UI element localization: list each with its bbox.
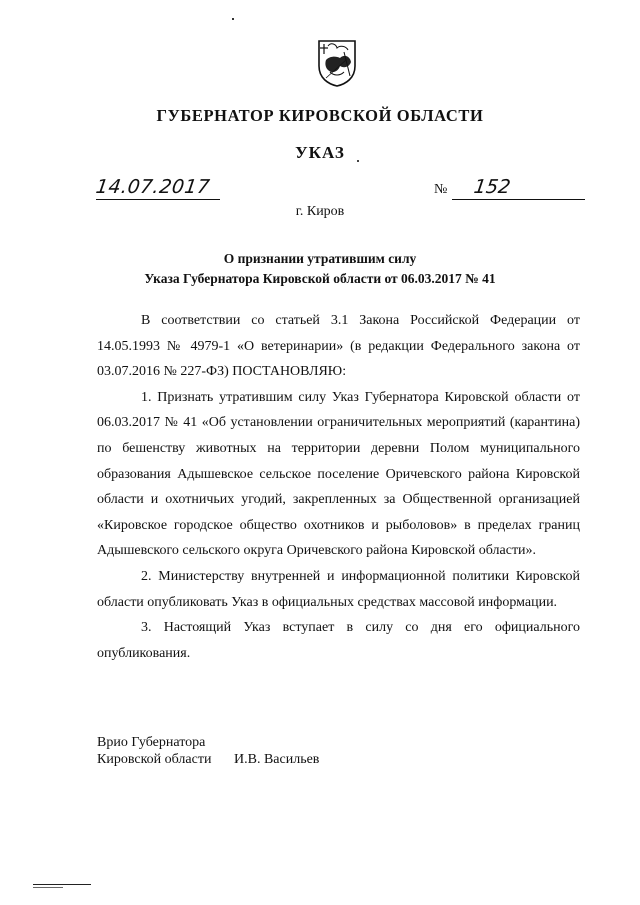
scan-mark bbox=[232, 18, 234, 20]
subject-line-2: Указа Губернатора Кировской области от 06.03.2017 № 41 bbox=[144, 271, 496, 286]
number-label: № bbox=[434, 182, 448, 197]
item-3-paragraph: 3. Настоящий Указ вступает в силу со дня его официального опубликования. bbox=[97, 620, 580, 661]
signatory-position bbox=[97, 734, 211, 768]
signatory-name: И.В. Васильев bbox=[234, 752, 320, 767]
subject-heading bbox=[0, 249, 640, 289]
city: г. Киров bbox=[295, 204, 345, 219]
preamble-paragraph: В соответствии со статьей 3.1 Закона Российской Федерации от 14.05.1993 № 4979-1 «О ветеринарии» (в редакции Федерального закона от 03.07.2016 № 227-ФЗ) ПОСТАНОВЛЯЮ: bbox=[97, 313, 580, 380]
decree-body bbox=[97, 308, 580, 666]
date-underline bbox=[96, 199, 220, 200]
position-line-2: Кировской области bbox=[97, 752, 212, 767]
handwritten-number: 152 bbox=[472, 176, 512, 198]
item-2-paragraph: 2. Министерству внутренней и информационной политики Кировской области опубликовать Указ в официальных средствах массовой информации. bbox=[97, 568, 580, 610]
subject-line-1: О признании утратившим силу bbox=[223, 251, 417, 266]
issuer-title: ГУБЕРНАТОР КИРОВСКОЙ ОБЛАСТИ bbox=[156, 106, 484, 125]
item-1-paragraph: 1. Признать утратившим силу Указ Губернатора Кировской области от 06.03.2017 № 41 «Об установлении ограничительных мероприятий (карантина) по бешенству животных на территории деревни Полом муниципального образования Адышевское сельское поселение Оричевского района Кировской области и охотничьих угодий, закрепленных за Общественной организацией «Кировское городское общество охотников и рыболовов» в пределах границ Адышевского сельского округа Оричевского района Кировской области». bbox=[97, 389, 580, 559]
document-type: УКАЗ bbox=[295, 143, 345, 162]
number-underline bbox=[452, 199, 585, 200]
position-line-1: Врио Губернатора bbox=[97, 735, 206, 750]
footer-divider bbox=[33, 884, 91, 885]
handwritten-date: 14.07.2017 bbox=[94, 176, 212, 198]
coat-of-arms-emblem bbox=[316, 38, 358, 88]
footer-divider bbox=[33, 887, 63, 888]
